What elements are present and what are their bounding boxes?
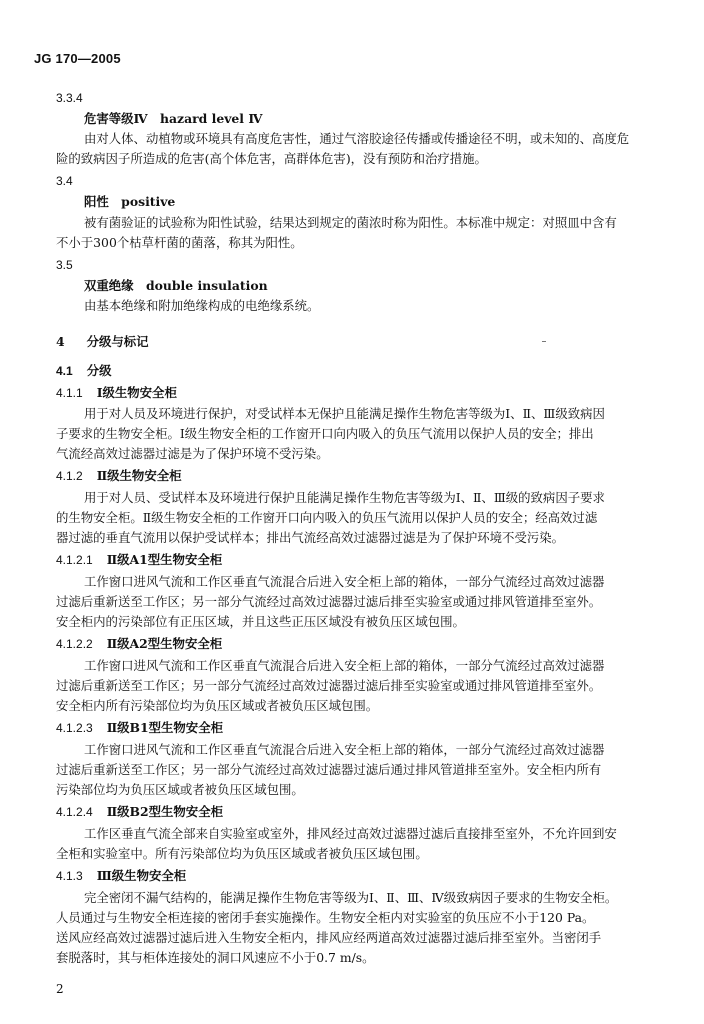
definition-line: 不小于300个枯草杆菌的菌落，称其为阳性。 [56, 235, 303, 250]
definition-line: 险的致病因子所造成的危害(高个体危害，高群体危害)，没有预防和治疗措施。 [56, 151, 487, 166]
paragraph-line: 的生物安全柜。Ⅱ级生物安全柜的工作窗开口向内吸入的负压气流用以保护人员的安全；经高效过滤 [56, 510, 598, 525]
paragraph-line: 工作窗口进风气流和工作区垂直气流混合后进入安全柜上部的箱体，一部分气流经过高效过滤器 [84, 742, 605, 757]
paragraph-line: 过滤后重新送至工作区；另一部分气流经过高效过滤器过滤后排至实验室或通过排风管道排至室外。 [56, 678, 602, 693]
subsection-number: 4.1.3 [56, 869, 83, 883]
paragraph-line: 用于对人员及环境进行保护，对受试样本无保护且能满足操作生物危害等级为Ⅰ、Ⅱ、Ⅲ级致病因 [84, 406, 605, 421]
subsection-heading-4-1-2 [56, 467, 182, 485]
chapter-heading-4 [56, 333, 149, 351]
clause-title: Ⅱ级A1型生物安全柜 [106, 552, 223, 567]
paragraph-line: 器过滤的垂直气流用以保护受试样本；排出气流经高效过滤器过滤是为了保护环境不受污染。 [56, 530, 565, 545]
clause-heading-4-1-2-3 [56, 719, 223, 737]
clause-heading-4-1-2-4 [56, 803, 223, 821]
clause-title: Ⅱ级B2型生物安全柜 [106, 804, 223, 819]
paragraph-line: 工作区垂直气流全部来自实验室或室外，排风经过高效过滤器过滤后直接排至室外，不允许回到安 [84, 826, 617, 841]
paragraph-line: 工作窗口进风气流和工作区垂直气流混合后进入安全柜上部的箱体，一部分气流经过高效过滤器 [84, 658, 605, 673]
subsection-title: Ⅰ级生物安全柜 [96, 385, 177, 400]
definition-line: 被有菌验证的试验称为阳性试验，结果达到规定的菌浓时称为阳性。本标准中规定：对照皿中含有 [84, 215, 617, 230]
clause-number: 4.1.2.4 [56, 805, 93, 819]
definition-line: 由基本绝缘和附加绝缘构成的电绝缘系统。 [84, 298, 320, 313]
subsection-title: Ⅱ级生物安全柜 [96, 468, 182, 483]
clause-heading-4-1-2-2 [56, 635, 222, 653]
paragraph-line: 过滤后重新送至工作区；另一部分气流经过高效过滤器过滤后排至实验室或通过排风管道排至室外。 [56, 594, 602, 609]
subsection-heading-4-1-1 [56, 384, 177, 402]
section-heading-4-1 [56, 362, 111, 380]
section-number: 4.1 [56, 364, 73, 378]
section-title: 分级 [86, 363, 112, 378]
clause-number: 4.1.2.1 [56, 553, 93, 567]
paragraph-line: 送风应经高效过滤器过滤后进入生物安全柜内，排风应经两道高效过滤器过滤后排至室外。当密闭手 [56, 930, 602, 945]
paragraph-line: 气流经高效过滤器过滤是为了保护环境不受污染。 [56, 446, 329, 461]
clause-number-3-3-4: 3.3.4 [56, 91, 83, 105]
term-title-double-insulation: 双重绝缘 double insulation [84, 278, 268, 293]
page-number: 2 [56, 982, 64, 996]
chapter-title: 分级与标记 [86, 334, 149, 349]
subsection-number: 4.1.2 [56, 469, 83, 483]
clause-number: 4.1.2.2 [56, 637, 93, 651]
paragraph-line: 全柜和实验室中。所有污染部位均为负压区域或者被负压区域包围。 [56, 846, 428, 861]
clause-number-3-5: 3.5 [56, 258, 73, 272]
clause-title: Ⅱ级B1型生物安全柜 [106, 720, 223, 735]
subsection-number: 4.1.1 [56, 386, 83, 400]
subsection-title: Ⅲ级生物安全柜 [96, 868, 187, 883]
clause-heading-4-1-2-1 [56, 551, 222, 569]
chapter-number: 4 [56, 334, 65, 349]
term-title-positive: 阳性 positive [84, 194, 176, 209]
clause-number: 4.1.2.3 [56, 721, 93, 735]
paragraph-line: 完全密闭不漏气结构的，能满足操作生物危害等级为Ⅰ、Ⅱ、Ⅲ、Ⅳ级致病因子要求的生物安全柜。 [84, 890, 618, 905]
paragraph-line: 污染部位均为负压区域或者被负压区域包围。 [56, 782, 304, 797]
paragraph-line: 套脱落时，其与柜体连接处的洞口风速应不小于0.7 m/s。 [56, 950, 375, 965]
standard-code-header: JG 170—2005 [34, 51, 121, 66]
paragraph-line: 人员通过与生物安全柜连接的密闭手套实施操作。生物安全柜内对实验室的负压应不小于120 Pa。 [56, 910, 595, 925]
paragraph-line: 子要求的生物安全柜。Ⅰ级生物安全柜的工作窗开口向内吸入的负压气流用以保护人员的安全；排出 [56, 426, 594, 441]
paragraph-line: 工作窗口进风气流和工作区垂直气流混合后进入安全柜上部的箱体，一部分气流经过高效过滤器 [84, 574, 605, 589]
scan-mark [542, 341, 546, 342]
subsection-heading-4-1-3 [56, 867, 186, 885]
term-title-hazard-level-4: 危害等级Ⅳ hazard level Ⅳ [84, 111, 263, 126]
paragraph-line: 安全柜内的污染部位有正压区域，并且这些正压区域没有被负压区域包围。 [56, 614, 465, 629]
definition-line: 由对人体、动植物或环境具有高度危害性，通过气溶胶途径传播或传播途径不明，或未知的、高度危 [84, 131, 630, 146]
clause-number-3-4: 3.4 [56, 174, 73, 188]
paragraph-line: 用于对人员、受试样本及环境进行保护且能满足操作生物危害等级为Ⅰ、Ⅱ、Ⅲ级的致病因子要求 [84, 490, 605, 505]
paragraph-line: 安全柜内所有污染部位均为负压区域或者被负压区域包围。 [56, 698, 379, 713]
clause-title: Ⅱ级A2型生物安全柜 [106, 636, 223, 651]
paragraph-line: 过滤后重新送至工作区；另一部分气流经过高效过滤器过滤后通过排风管道排至室外。安全柜内所有 [56, 762, 602, 777]
